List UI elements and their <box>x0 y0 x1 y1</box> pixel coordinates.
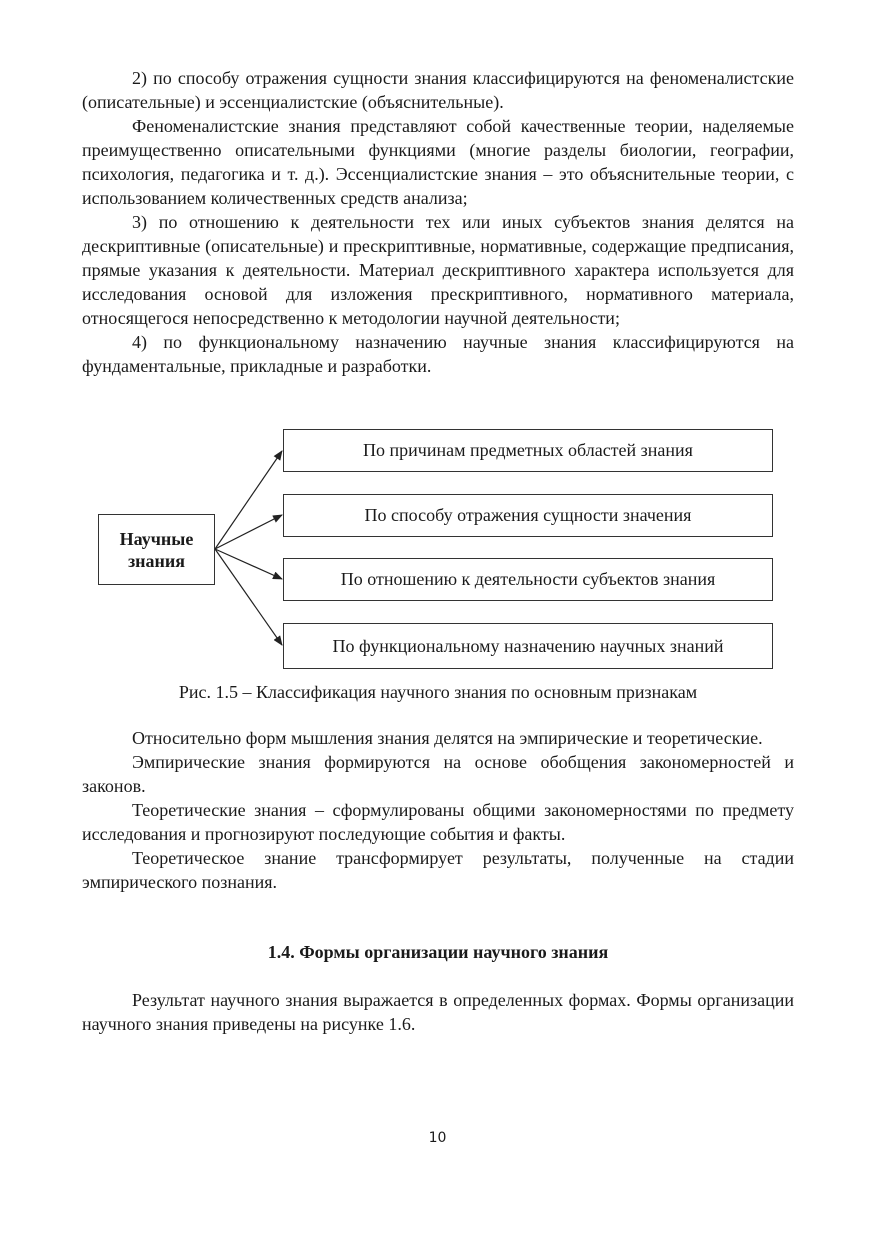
category-label: По причинам предметных областей знания <box>363 440 693 460</box>
category-box <box>283 494 773 537</box>
paragraph: Феноменалистские знания представляют собой качественные теории, наделяемые преимущественно описательными функциями (многие разделы биологии, географии, психология, педагогика и т. д.). Эссенциалистские знания – это объяснительные теории, с использованием количественных средств анализа; <box>82 116 794 208</box>
category-label: По функциональному назначению научных знаний <box>332 635 724 656</box>
root-node-box <box>98 514 215 585</box>
paragraph: 2) по способу отражения сущности знания классифицируются на феноменалистские (описательные) и эссенциалистские (объяснительные). <box>82 68 794 112</box>
section-heading: 1.4. Формы организации научного знания <box>267 942 609 962</box>
category-label: По способу отражения сущности значения <box>364 505 692 525</box>
arrow-to-category-3 <box>215 549 282 579</box>
paragraph: Относительно форм мышления знания делятся на эмпирические и теоретические. <box>132 728 763 748</box>
paragraph: 4) по функциональному назначению научные знания классифицируются на фундаментальные, прикладные и разработки. <box>82 332 794 376</box>
body-text-top <box>82 66 794 378</box>
category-box <box>283 623 773 669</box>
body-text-end <box>82 988 794 1036</box>
paragraph: Теоретические знания – сформулированы общими закономерностями по предмету исследования и прогнозируют последующие события и факты. <box>82 800 794 844</box>
arrow-to-category-1 <box>215 451 282 549</box>
paragraph: 3) по отношению к деятельности тех или иных субъектов знания делятся на дескриптивные (описательные) и прескриптивные, нормативные, содержащие предписания, прямые указания к деятельности. Материал дескриптивного характера используется для исследования основой для изложения прескриптивного, нормативного материала, относящегося непосредственно к методологии научной деятельности; <box>82 212 794 328</box>
category-box <box>283 429 773 472</box>
paragraph: Эмпирические знания формируются на основе обобщения закономерностей и законов. <box>82 752 794 796</box>
category-box <box>283 558 773 601</box>
arrow-to-category-4 <box>215 549 282 645</box>
figure-caption: Рис. 1.5 – Классификация научного знания по основным признакам <box>178 682 698 702</box>
arrow-to-category-2 <box>215 515 282 549</box>
page-number: 10 <box>428 1130 447 1146</box>
body-text-bottom <box>82 726 794 894</box>
paragraph: Результат научного знания выражается в определенных формах. Формы организации научного знания приведены на рисунке 1.6. <box>82 990 794 1034</box>
root-node-label: Научные знания <box>119 528 194 571</box>
category-label: По отношению к деятельности субъектов знания <box>340 569 716 589</box>
paragraph: Теоретическое знание трансформирует результаты, полученные на стадии эмпирического познания. <box>82 848 794 892</box>
